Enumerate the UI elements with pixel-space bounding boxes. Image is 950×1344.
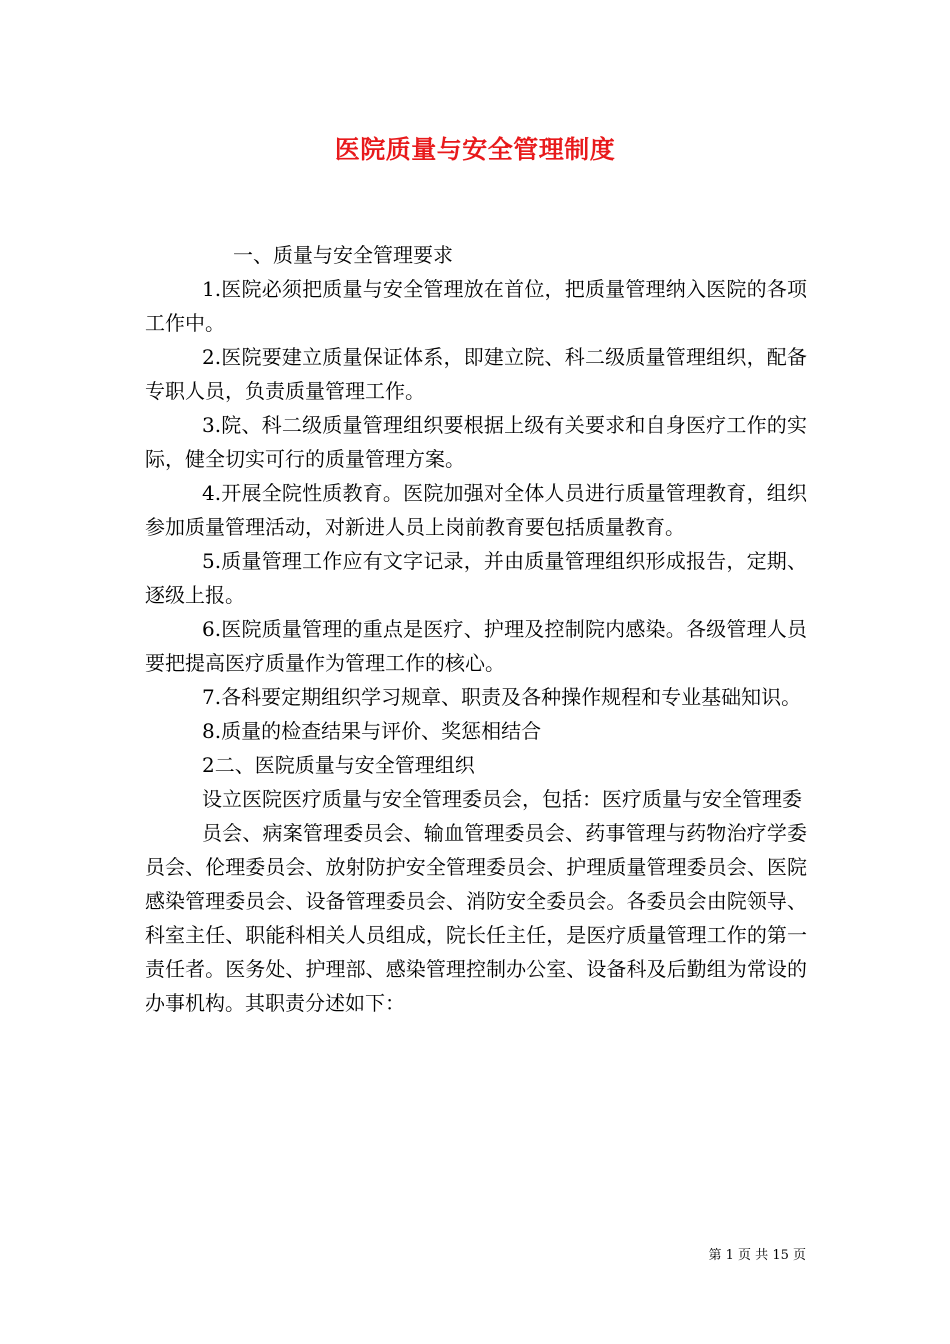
document-title: 医院质量与安全管理制度 bbox=[334, 135, 616, 164]
paragraph-item-4: 4.开展全院性质教育。医院加强对全体人员进行质量管理教育，组织参加质量管理活动，对新进人员上岗前教育要包括质量教育。 bbox=[145, 481, 807, 539]
paragraph-item-2: 2.医院要建立质量保证体系，即建立院、科二级质量管理组织，配备专职人员，负责质量管理工作。 bbox=[145, 345, 807, 403]
paragraph-committee-list: 员会、病案管理委员会、输血管理委员会、药事管理与药物治疗学委员会、伦理委员会、放射防护安全管理委员会、护理质量管理委员会、医院感染管理委员会、设备管理委员会、消防安全委员会。各委员会由院领导、科室主任、职能科相关人员组成，院长任主任，是医疗质量管理工作的第一责任者。医务处、护理部、感染管理控制办公室、设备科及后勤组为常设的办事机构。其职责分述如下： bbox=[145, 821, 807, 1015]
section-heading-requirements: 一、质量与安全管理要求 bbox=[233, 243, 453, 267]
paragraph-item-6: 6.医院质量管理的重点是医疗、护理及控制院内感染。各级管理人员要把提高医疗质量作为管理工作的核心。 bbox=[145, 617, 807, 675]
paragraph-item-1: 1.医院必须把质量与安全管理放在首位，把质量管理纳入医院的各项工作中。 bbox=[145, 277, 807, 335]
paragraph-item-3: 3.院、科二级质量管理组织要根据上级有关要求和自身医疗工作的实际，健全切实可行的质量管理方案。 bbox=[145, 413, 807, 471]
document-body bbox=[145, 238, 807, 1020]
page-number-footer: 第 1 页 共 15 页 bbox=[708, 1248, 806, 1263]
paragraph-item-8: 8.质量的检查结果与评价、奖惩相结合 bbox=[202, 719, 542, 743]
paragraph-item-5: 5.质量管理工作应有文字记录，并由质量管理组织形成报告，定期、逐级上报。 bbox=[145, 549, 807, 607]
section-heading-organization: 2二、医院质量与安全管理组织 bbox=[202, 753, 475, 777]
paragraph-committee-intro: 设立医院医疗质量与安全管理委员会，包括：医疗质量与安全管理委 bbox=[202, 787, 802, 811]
paragraph-item-7: 7.各科要定期组织学习规章、职责及各种操作规程和专业基础知识。 bbox=[202, 685, 802, 709]
